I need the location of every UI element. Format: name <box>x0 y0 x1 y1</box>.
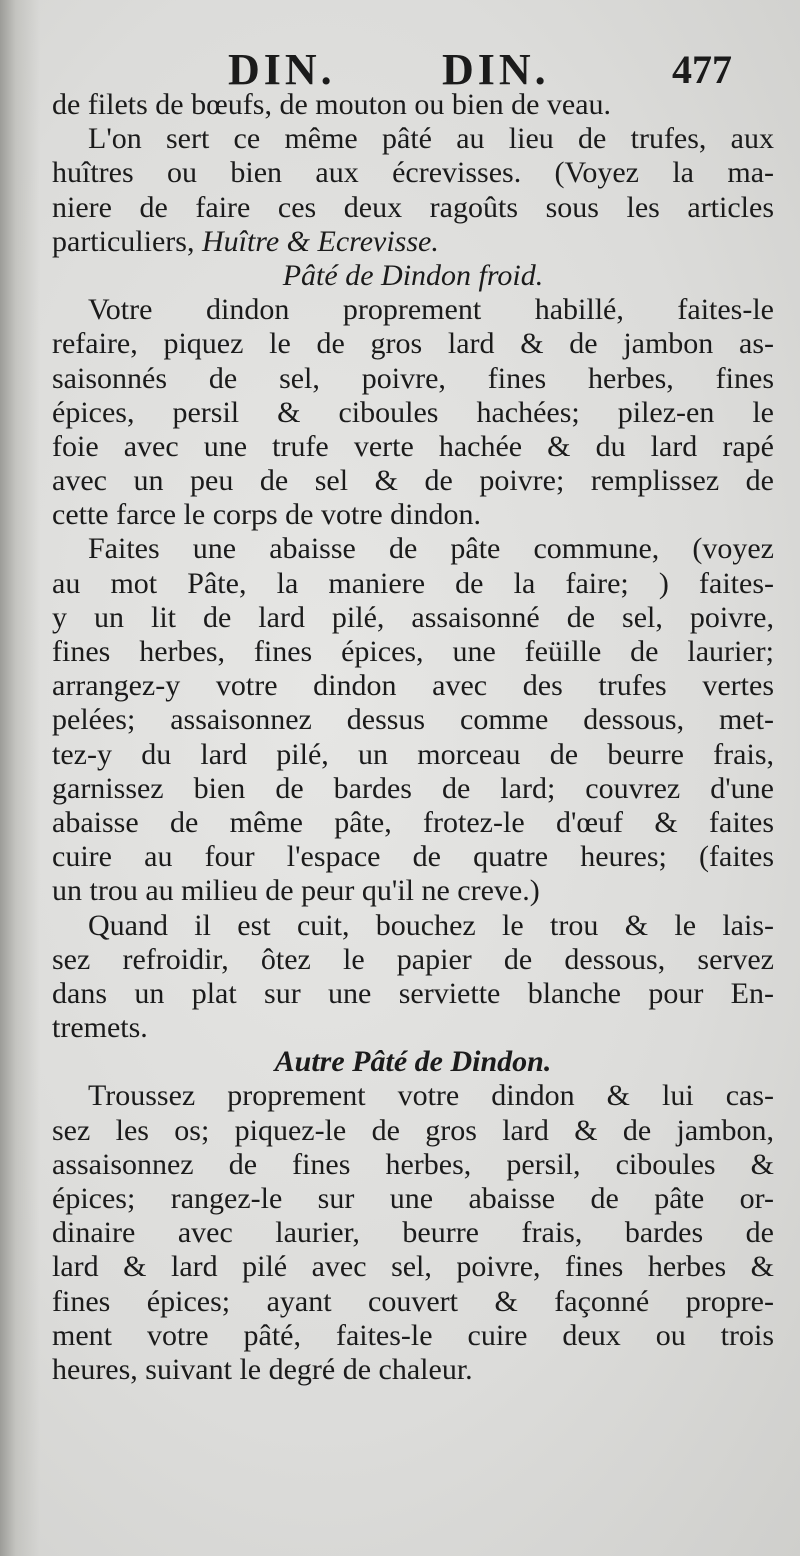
text-line: L'on sert ce même pâté au lieu de trufes, aux <box>88 122 774 156</box>
text-line: Quand il est cuit, bouchez le trou & le lais- <box>88 908 774 942</box>
text-line: pelées; assaisonnez dessus comme dessous, met- <box>52 703 774 737</box>
text-line: tremets. <box>52 1011 148 1045</box>
text-line: y un lit de lard pilé, assaisonné de sel, poivre, <box>52 600 774 634</box>
text-line: épices, persil & ciboules hachées; pilez-en le <box>52 395 774 429</box>
text-line: foie avec une trufe verte hachée & du lard rapé <box>52 429 774 463</box>
section-heading: Autre Pâté de Dindon. <box>274 1045 552 1079</box>
text-line: tez-y du lard pilé, un morceau de beurre frais, <box>52 737 774 771</box>
running-head-right: DIN. <box>442 45 550 94</box>
running-head-left: DIN. <box>228 45 336 94</box>
text-line: épices; rangez-le sur une abaisse de pâte or- <box>52 1182 774 1215</box>
italic-run: Huître & Ecrevisse. <box>201 224 439 258</box>
text-line: refaire, piquez le de gros lard & de jambon as- <box>52 327 774 361</box>
text-line: garnissez bien de bardes de lard; couvrez d'une <box>52 771 774 805</box>
page-number: 477 <box>672 47 732 92</box>
text-line: assaisonnez de fines herbes, persil, ciboules & <box>52 1147 774 1181</box>
text-line: fines herbes, fines épices, une feüille de laurier; <box>52 635 774 668</box>
text-line: niere de faire ces deux ragoûts sous les articles <box>52 190 774 224</box>
text-line: Votre dindon proprement habillé, faites-le <box>88 293 774 327</box>
text-line: arrangez-y votre dindon avec des trufes vertes <box>52 669 774 703</box>
body-text <box>52 88 774 1387</box>
text-line: heures, suivant le degré de chaleur. <box>52 1352 473 1386</box>
text-line: Troussez proprement votre dindon & lui cas- <box>88 1079 774 1113</box>
text-line: ment votre pâté, faites-le cuire deux ou trois <box>52 1318 774 1352</box>
text-line <box>52 225 774 259</box>
text-line: sez les os; piquez-le de gros lard & de jambon, <box>52 1113 774 1147</box>
section-heading: Pâté de Dindon froid. <box>282 258 544 292</box>
text-line: abaisse de même pâte, frotez-le d'œuf & faites <box>52 805 774 839</box>
text-line: lard & lard pilé avec sel, poivre, fines herbes & <box>52 1250 774 1284</box>
text-line: de filets de bœufs, de mouton ou bien de veau. <box>52 88 612 121</box>
text-line: Faites une abaisse de pâte commune, (voyez <box>88 532 774 566</box>
text-run: particuliers, <box>52 224 202 258</box>
text-line: sez refroidir, ôtez le papier de dessous, servez <box>52 942 774 976</box>
text-line: cuire au four l'espace de quatre heures; (faites <box>52 840 774 874</box>
text-line: un trou au milieu de peur qu'il ne creve.) <box>52 874 540 908</box>
text-line: au mot Pâte, la maniere de la faire; ) faites- <box>52 566 774 600</box>
text-line: dans un plat sur une serviette blanche pour En- <box>52 976 774 1010</box>
text-line: cette farce le corps de votre dindon. <box>52 498 481 532</box>
text-line: saisonnés de sel, poivre, fines herbes, fines <box>52 361 774 395</box>
text-line: fines épices; ayant couvert & façonné propre- <box>52 1284 774 1318</box>
gutter-shadow <box>0 0 40 1556</box>
text-line: avec un peu de sel & de poivre; remplissez de <box>52 464 774 498</box>
text-line: dinaire avec laurier, beurre frais, bardes de <box>52 1216 774 1250</box>
text-line: huîtres ou bien aux écrevisses. (Voyez la ma- <box>52 156 774 190</box>
